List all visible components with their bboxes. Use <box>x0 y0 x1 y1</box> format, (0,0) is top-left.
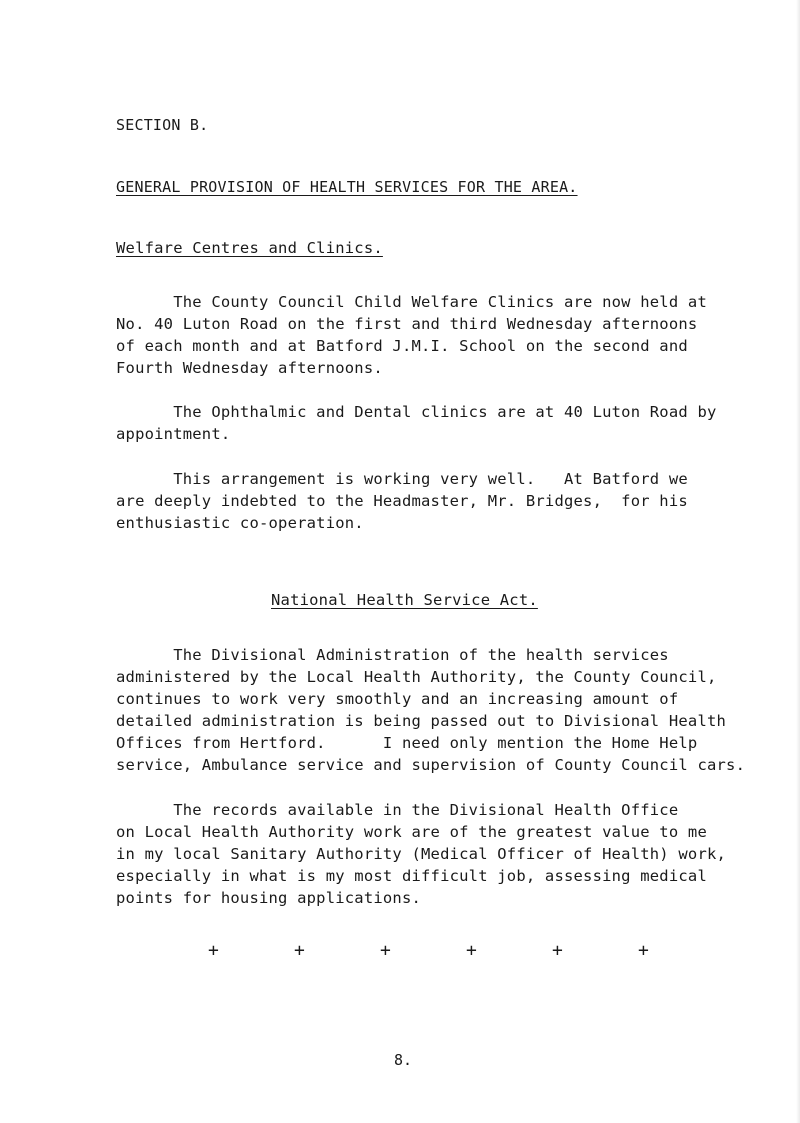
general-heading: GENERAL PROVISION OF HEALTH SERVICES FOR THE AREA. <box>116 178 578 196</box>
text-line: The Divisional Administration of the health services <box>116 646 669 664</box>
text-line: The County Council Child Welfare Clinics are now held at <box>116 293 707 311</box>
text-line: appointment. <box>116 425 231 443</box>
text-line: continues to work very smoothly and an increasing amount of <box>116 690 679 708</box>
text-line: on Local Health Authority work are of the greatest value to me <box>116 823 707 841</box>
text-line: detailed administration is being passed out to Divisional Health <box>116 712 727 730</box>
plus-mark: + <box>552 940 563 961</box>
plus-mark: + <box>638 940 649 961</box>
text-line: This arrangement is working very well. At Batford we <box>116 470 688 488</box>
scan-edge-shadow <box>796 0 800 1123</box>
section-title: SECTION B. <box>116 116 209 134</box>
text-line: are deeply indebted to the Headmaster, Mr. Bridges, for his <box>116 492 688 510</box>
text-line: especially in what is my most difficult job, assessing medical <box>116 867 707 885</box>
text-line: service, Ambulance service and supervision of County Council cars. <box>116 756 746 774</box>
text-line: enthusiastic co-operation. <box>116 514 364 532</box>
nhs-heading: National Health Service Act. <box>271 591 538 609</box>
page-number: 8. <box>394 1051 413 1069</box>
plus-mark: + <box>208 940 219 961</box>
text-line: administered by the Local Health Authority, the County Council, <box>116 668 717 686</box>
text-line: of each month and at Batford J.M.I. School on the second and <box>116 337 688 355</box>
text-line: points for housing applications. <box>116 889 422 907</box>
text-line: The Ophthalmic and Dental clinics are at 40 Luton Road by <box>116 403 717 421</box>
plus-mark: + <box>466 940 477 961</box>
plus-mark: + <box>294 940 305 961</box>
text-line: Fourth Wednesday afternoons. <box>116 359 383 377</box>
plus-mark: + <box>380 940 391 961</box>
text-line: Offices from Hertford. I need only mention the Home Help <box>116 734 698 752</box>
text-line: in my local Sanitary Authority (Medical Officer of Health) work, <box>116 845 727 863</box>
welfare-heading: Welfare Centres and Clinics. <box>116 239 383 257</box>
text-line: No. 40 Luton Road on the first and third Wednesday afternoons <box>116 315 698 333</box>
text-line: The records available in the Divisional Health Office <box>116 801 679 819</box>
